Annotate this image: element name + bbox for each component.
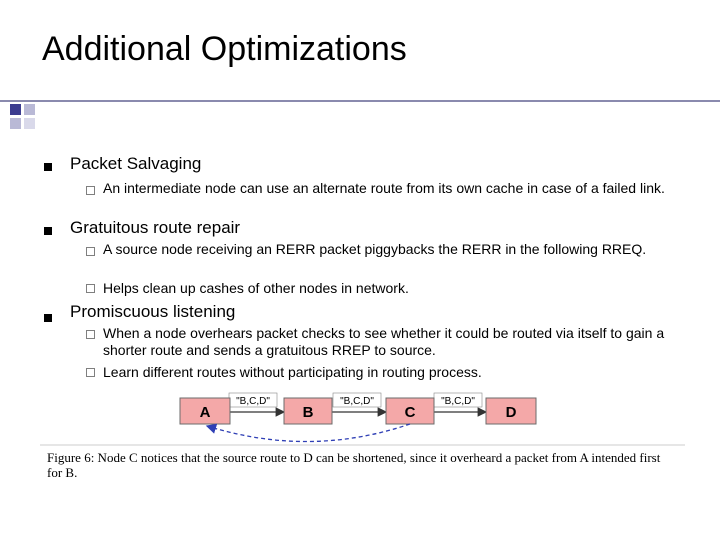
sub-bullet-text: Helps clean up cashes of other nodes in network. [103,280,409,296]
sub-bullet-text: Learn different routes without participating in routing process. [103,364,482,380]
gratuitous-reply-arrow [207,424,410,442]
node-a [180,398,230,424]
svg-text:"B,C,D": "B,C,D" [441,396,475,407]
figure-caption: Figure 6: Node C notices that the source route to D can be shortened, since it overheard a packet from A intended first for B. [47,450,661,480]
sub-bullet-text: When a node overhears packet checks to see whether it could be routed via itself to gain a shorter route and sends a gratuitous RREP to source. [103,325,665,358]
bullet-gratuitous-route-repair: Gratuitous route repair [70,218,241,237]
svg-text:C: C [404,404,416,421]
bullet-promiscuous-listening: Promiscuous listening [70,302,236,321]
node-b [284,398,332,424]
svg-text:B: B [302,404,314,421]
node-c [386,398,434,424]
svg-text:"B,C,D": "B,C,D" [340,396,374,407]
node-d [486,398,536,424]
sub-bullet-text: A source node receiving an RERR packet piggybacks the RERR in the following RREQ. [103,241,647,257]
route-label [434,393,482,407]
bullet-packet-salvaging: Packet Salvaging [70,154,202,173]
slide-title: Additional Optimizations [42,30,407,68]
route-label [229,393,277,407]
route-label [333,393,381,407]
svg-text:A: A [199,404,211,421]
sub-bullet-text: An intermediate node can use an alternate route from its own cache in case of a failed link. [103,180,665,196]
svg-text:D: D [505,404,517,421]
svg-text:"B,C,D": "B,C,D" [236,396,270,407]
